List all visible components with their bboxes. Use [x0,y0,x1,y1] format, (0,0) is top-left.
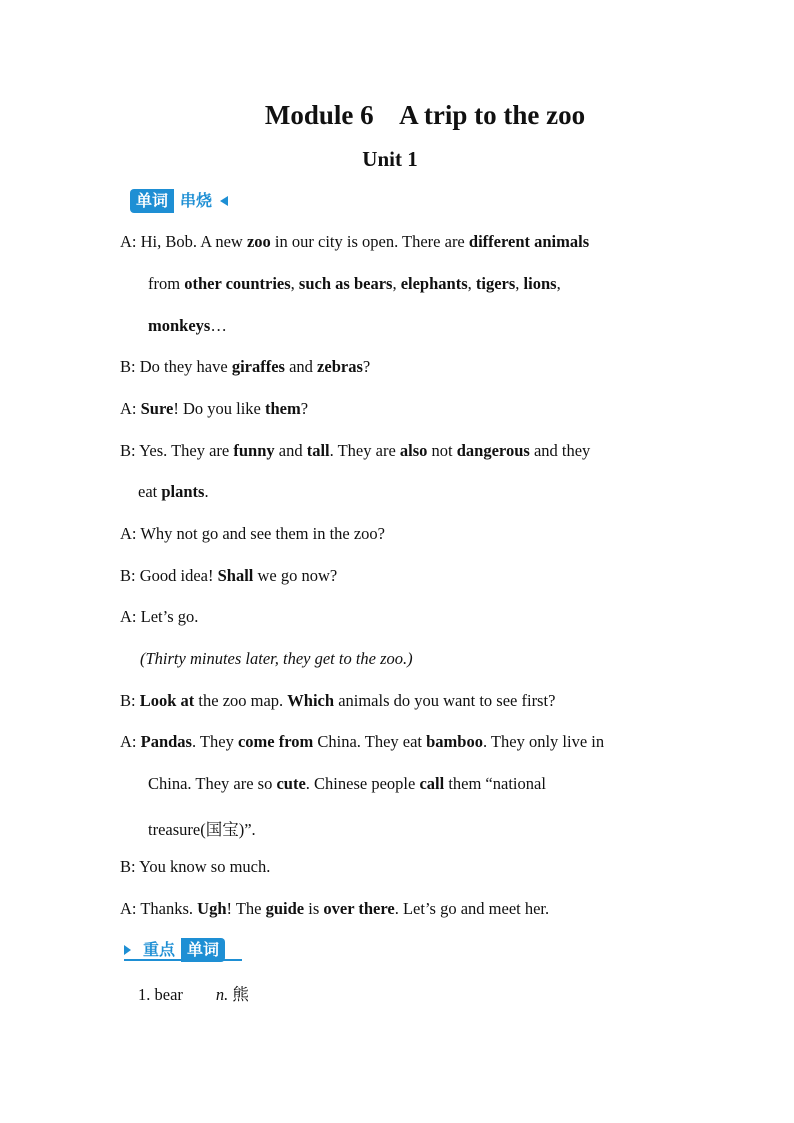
badge-label-2: 串烧 [174,189,218,213]
unit-subtitle: Unit 1 [362,147,418,171]
dialogue-line: A: Thanks. Ugh! The guide is over there. Let’s go and meet her. [120,899,550,918]
dialogue-line: A: Pandas. They come from China. They eat bamboo. They only live in [120,732,605,751]
page-title: Module 6 A trip to the zoo [264,100,586,130]
dialogue-line: from other countries, such as bears, elephants, tigers, lions, [148,274,561,293]
dialogue-line: eat plants. [138,482,209,501]
badge-label-1: 重点 [137,938,181,962]
dialogue-line: B: Look at the zoo map. Which animals do you want to see first? [120,691,556,710]
dialogue-line: B: Yes. They are funny and tall. They are also not dangerous and they [120,441,591,460]
badge-label-1: 单词 [130,189,174,213]
badge-label-2: 单词 [181,938,225,962]
vocab-item [138,981,249,1005]
dialogue-line: B: You know so much. [120,857,271,876]
dialogue-line: B: Good idea! Shall we go now? [120,566,338,585]
stage-direction: (Thirty minutes later, they get to the zoo.) [140,649,413,668]
dialogue-line: A: Sure! Do you like them? [120,399,309,418]
dialogue-line: China. They are so cute. Chinese people call them “national [148,774,546,793]
section-badge-words [130,188,228,214]
vocab-pos: n. [215,985,229,1004]
dialogue-line: monkeys… [148,316,227,335]
vocab-number: 1. [138,985,151,1004]
arrow-right-icon [124,945,131,955]
vocab-word: bear [154,985,183,1004]
section-underline [124,959,242,961]
dialogue-line: treasure(国宝)”. [148,820,256,839]
vocab-meaning: 熊 [232,985,249,1004]
dialogue-line: A: Why not go and see them in the zoo? [120,524,386,543]
dialogue-line: A: Let’s go. [120,607,199,626]
dialogue-line: B: Do they have giraffes and zebras? [120,357,371,376]
dialogue-line: A: Hi, Bob. A new zoo in our city is open. There are different animals [120,232,590,251]
arrow-left-icon [220,196,228,206]
